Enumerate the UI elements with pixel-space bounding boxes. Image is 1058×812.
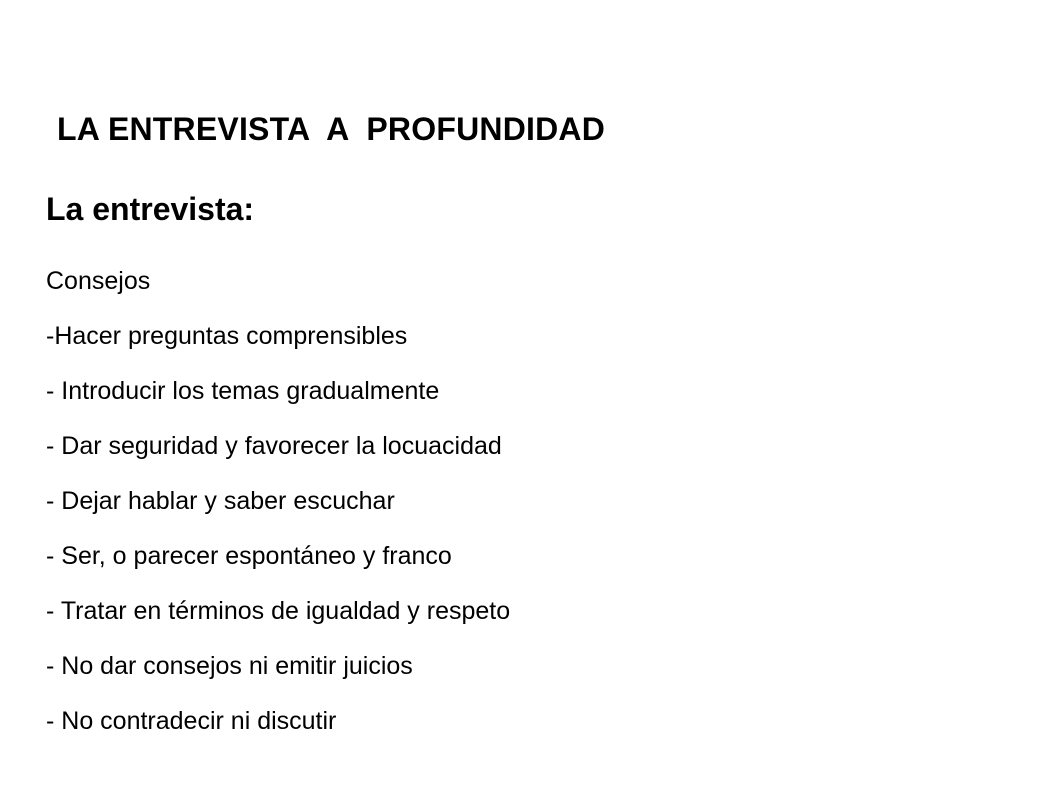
advice-item: - No dar consejos ni emitir juicios bbox=[46, 652, 413, 680]
slide-title: LA ENTREVISTA A PROFUNDIDAD bbox=[57, 111, 606, 147]
section-heading: La entrevista: bbox=[46, 191, 255, 227]
advice-item: - Tratar en términos de igualdad y respeto bbox=[46, 597, 511, 625]
advice-item: - Dejar hablar y saber escuchar bbox=[46, 487, 395, 515]
advice-item: - Dar seguridad y favorecer la locuacidad bbox=[46, 432, 502, 460]
advice-list bbox=[46, 254, 510, 749]
advice-item: - Ser, o parecer espontáneo y franco bbox=[46, 542, 452, 570]
advice-item: - Introducir los temas gradualmente bbox=[46, 377, 440, 405]
advice-item: - No contradecir ni discutir bbox=[46, 707, 337, 735]
advice-item: -Hacer preguntas comprensibles bbox=[46, 322, 408, 350]
advice-heading: Consejos bbox=[46, 267, 151, 295]
